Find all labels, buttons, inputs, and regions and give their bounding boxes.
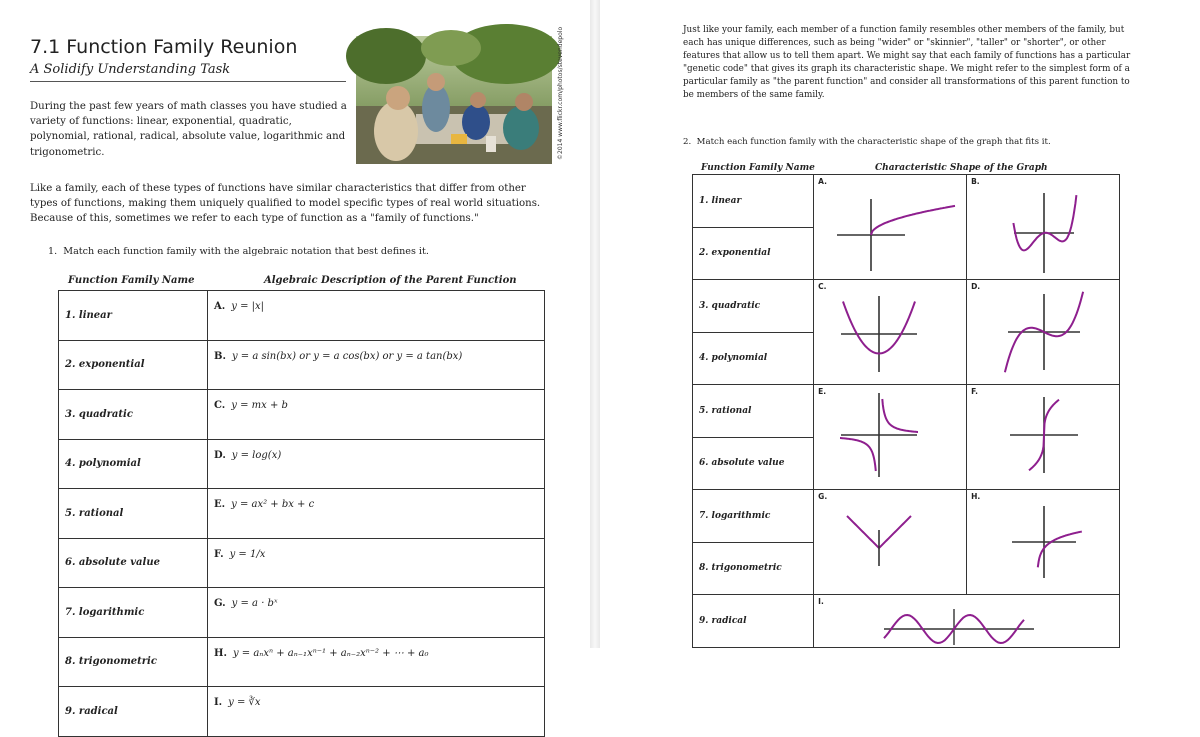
table-row	[59, 538, 545, 588]
family-name-cell: 9. radical	[59, 687, 208, 737]
cubic-graph-icon	[967, 280, 1121, 383]
graph-label: F.	[971, 387, 978, 396]
question-2-prompt: 2. Match each function family with the characteristic shape of the graph that fits it.	[683, 137, 1051, 147]
family-paragraph: Like a family, each of these types of functions have similar characteristics that differ from other types of functions, making them uniquely qualified to model specific types of real world situations. Because of this, sometimes we refer to each type of function as a "family of functions."	[30, 183, 541, 225]
table-row	[59, 687, 545, 737]
family-name-cell: 4. polynomial	[693, 332, 814, 385]
graph-label: D.	[971, 282, 981, 291]
rational-curve-left	[840, 438, 876, 471]
family-name-cell: 5. rational	[693, 385, 814, 438]
description-cell: G. y = a · bˣ	[208, 588, 545, 638]
algebraic-matching-table	[58, 290, 545, 737]
description-cell: F. y = 1/x	[208, 538, 545, 588]
family-name-cell: 3. quadratic	[59, 390, 208, 440]
graph-label: E.	[818, 387, 827, 396]
description-cell: A. y = |x|	[208, 291, 545, 341]
graph-cell	[814, 175, 967, 280]
table-row	[59, 489, 545, 539]
table-row	[59, 637, 545, 687]
graph-cell	[814, 280, 967, 385]
table-row	[59, 390, 545, 440]
radical-graph-icon	[814, 175, 968, 278]
family-reunion-photo	[356, 36, 552, 164]
family-name-cell: 5. rational	[59, 489, 208, 539]
task-subtitle: A Solidify Understanding Task	[30, 62, 231, 77]
family-name-cell: 6. absolute value	[59, 538, 208, 588]
function-family-paragraph: Just like your family, each member of a function family resembles other members of the family, but each has unique differences, such as being "wider" or "skinnier", "taller" or "shorter", or other features that allow us to tell them apart. We might say that each family of functions has a particular "genetic code" that gives its graph its characteristic shape. We might refer to the simplest form of a particular family as "the parent function" and consider all transformations of this parent function to be members of the same family.	[683, 25, 1131, 100]
polynomial-graph-icon	[967, 175, 1121, 278]
question-1-prompt: 1. Match each function family with the algebraic notation that best defines it.	[48, 246, 429, 257]
table-row	[59, 439, 545, 489]
description-cell: B. y = a sin(bx) or y = a cos(bx) or y = a tan(bx)	[208, 340, 545, 390]
family-name-cell: 2. exponential	[693, 227, 814, 280]
q2-column-header-shape: Characteristic Shape of the Graph	[875, 163, 1048, 173]
description-cell: H. y = aₙxⁿ + aₙ₋₁xⁿ⁻¹ + aₙ₋₂xⁿ⁻² + ⋯ + a₀	[208, 637, 545, 687]
q1-column-header-description: Algebraic Description of the Parent Function	[264, 275, 517, 286]
title-divider	[30, 81, 346, 82]
family-name-cell: 8. trigonometric	[693, 542, 814, 595]
graph-axes	[841, 393, 917, 477]
family-name-cell: 2. exponential	[59, 340, 208, 390]
graph-axes	[1012, 506, 1076, 578]
table-row	[693, 595, 1120, 648]
radical-curve	[871, 206, 955, 235]
intro-paragraph: During the past few years of math classes you have studied a variety of functions: linear, exponential, quadratic, polynomial, rational, radical, absolute value, logarithmic and trigonometric.	[30, 101, 347, 158]
description-cell: C. y = mx + b	[208, 390, 545, 440]
page-gutter	[590, 0, 600, 648]
description-cell: E. y = ax² + bx + c	[208, 489, 545, 539]
description-cell: D. y = log(x)	[208, 439, 545, 489]
cube-root-graph-icon	[967, 385, 1121, 488]
family-name-cell: 6. absolute value	[693, 437, 814, 490]
graph-cell	[967, 175, 1120, 280]
quadratic-graph-icon	[814, 280, 968, 383]
graph-cell	[967, 280, 1120, 385]
left-page: 7.1 Function Family Reunion A Solidify Understanding Task ©2014 www.flickr.com/photos/stevendepolo During the past few years of math classes you have studied a variety of functions: linear, exponential, quadratic, polynomial, rational, radical, absolute value, logarithmic and trigonometric. Like a family, each of these types of functions have similar characteristics that differ from other types of functions, making them uniquely qualified to model specific types of real world situations. Because of this, sometimes we refer to each type of function as a "family of functions." 1. Match each function family with the algebraic notation that best defines it. Function Family Name Algebraic Description of the Parent Function 1. linear A. y = |x| 2. exponential B. y = a sin(bx) or y = a cos(bx) or y = a tan(bx) 3. quadratic C. y = mx + b 4. polynomial D. y = log(x) 5. rational E. y = ax² + bx + c 6. absolute value F. y = 1/x 7. logarithmic G. y = a · bˣ 8. trigonometric H. y = aₙxⁿ + aₙ₋₁xⁿ⁻¹ + aₙ₋₂xⁿ⁻² + ⋯ + a₀ 9. radical I. y = ∛x	[0, 0, 590, 648]
graph-label: G.	[818, 492, 828, 501]
absolute-value-graph-icon	[814, 490, 968, 593]
family-name-cell: 1. linear	[693, 175, 814, 228]
graph-cell	[967, 385, 1120, 490]
graph-label: I.	[818, 597, 824, 606]
family-name-cell: 4. polynomial	[59, 439, 208, 489]
table-row	[693, 175, 1120, 228]
right-page	[600, 0, 1200, 648]
rational-curve-right	[882, 399, 918, 432]
table-row	[693, 385, 1120, 438]
graph-matching-table	[692, 174, 1120, 648]
graph-cell	[814, 385, 967, 490]
rational-graph-icon	[814, 385, 968, 488]
q1-column-header-name: Function Family Name	[68, 275, 195, 286]
family-name-cell: 8. trigonometric	[59, 637, 208, 687]
graph-axes	[841, 296, 917, 372]
family-name-cell: 9. radical	[693, 595, 814, 648]
sine-graph-icon	[814, 595, 1124, 647]
polynomial-curve	[1013, 195, 1076, 250]
logarithmic-graph-icon	[967, 490, 1121, 593]
graph-label: C.	[818, 282, 827, 291]
family-name-cell: 1. linear	[59, 291, 208, 341]
description-cell: I. y = ∛x	[208, 687, 545, 737]
table-row	[59, 291, 545, 341]
task-title: 7.1 Function Family Reunion	[30, 36, 298, 58]
q2-column-header-name: Function Family Name	[701, 163, 815, 173]
table-row	[693, 280, 1120, 333]
table-row	[693, 490, 1120, 543]
table-row	[59, 588, 545, 638]
graph-cell	[814, 490, 967, 595]
graph-cell	[814, 595, 1120, 648]
family-name-cell: 3. quadratic	[693, 280, 814, 333]
family-name-cell: 7. logarithmic	[693, 490, 814, 543]
table-row	[59, 340, 545, 390]
graph-label: H.	[971, 492, 981, 501]
graph-cell	[967, 490, 1120, 595]
family-name-cell: 7. logarithmic	[59, 588, 208, 638]
graph-label: B.	[971, 177, 980, 186]
graph-label: A.	[818, 177, 827, 186]
